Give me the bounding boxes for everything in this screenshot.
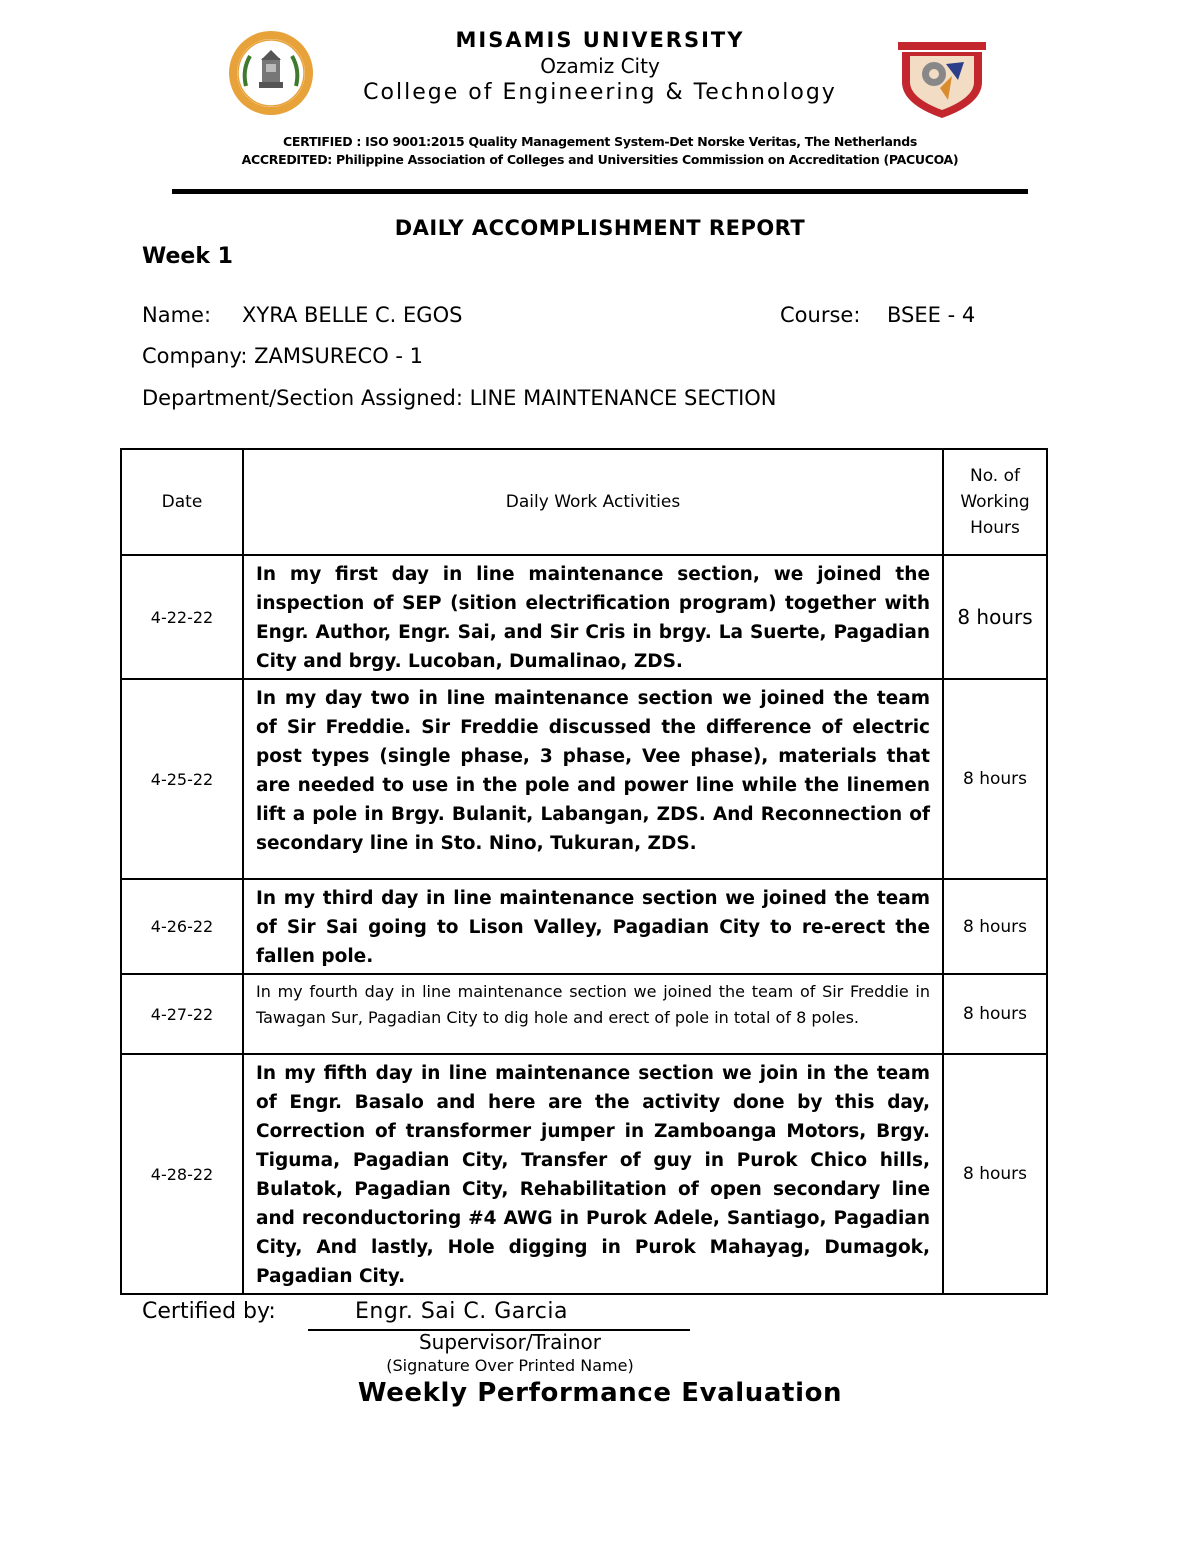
university-seal-logo <box>228 30 314 116</box>
week-label: Week 1 <box>142 244 233 269</box>
college-crest-logo <box>896 38 988 120</box>
row-activity: In my third day in line maintenance section we joined the team of Sir Sai going to Lison Valley, Pagadian City to re-erect the fallen pole. <box>243 879 943 974</box>
header-activities: Daily Work Activities <box>243 449 943 555</box>
department-line: Department/Section Assigned: LINE MAINTENANCE SECTION <box>142 386 777 410</box>
weekly-evaluation-heading: Weekly Performance Evaluation <box>357 1378 843 1408</box>
accomplishment-table <box>120 448 1048 1295</box>
table-row <box>121 679 1047 879</box>
row-date: 4-27-22 <box>121 974 243 1054</box>
course-label: Course: <box>780 303 861 327</box>
table-row <box>121 555 1047 679</box>
row-date: 4-26-22 <box>121 879 243 974</box>
report-title: DAILY ACCOMPLISHMENT REPORT <box>394 216 806 240</box>
name-label: Name: <box>142 303 212 327</box>
college-name: College of Engineering & Technology <box>363 80 837 105</box>
row-date: 4-28-22 <box>121 1054 243 1294</box>
table-row <box>121 1054 1047 1294</box>
table-header-row <box>121 449 1047 555</box>
signer-title: Supervisor/Trainor <box>418 1330 602 1354</box>
table-row <box>121 974 1047 1054</box>
header-hours-text: No. of Working Hours <box>960 466 1030 538</box>
signer-name: Engr. Sai C. Garcia <box>355 1299 568 1324</box>
row-hours: 8 hours <box>943 555 1047 679</box>
course-value: BSEE - 4 <box>887 303 976 327</box>
header-hours <box>943 449 1047 555</box>
row-hours: 8 hours <box>943 974 1047 1054</box>
header-divider <box>172 189 1028 194</box>
university-city: Ozamiz City <box>540 54 660 78</box>
row-hours: 8 hours <box>943 1054 1047 1294</box>
certified-by-label: Certified by: <box>142 1299 276 1324</box>
company-line: Company: ZAMSURECO - 1 <box>142 344 424 368</box>
university-name: MISAMIS UNIVERSITY <box>455 28 745 52</box>
row-hours: 8 hours <box>943 679 1047 879</box>
row-date: 4-22-22 <box>121 555 243 679</box>
table-row <box>121 879 1047 974</box>
signature-note: (Signature Over Printed Name) <box>386 1356 634 1375</box>
row-activity: In my fourth day in line maintenance section we joined the team of Sir Freddie in Tawagan Sur, Pagadian City to dig hole and erect of pole in total of 8 poles. <box>243 974 943 1054</box>
student-name: XYRA BELLE C. EGOS <box>242 303 463 327</box>
row-activity: In my first day in line maintenance section, we joined the inspection of SEP (sition electrification program) together with Engr. Author, Engr. Sai, and Sir Cris in brgy. La Suerte, Pagadian City and brgy. Lucoban, Dumalinao, ZDS. <box>243 555 943 679</box>
row-activity: In my day two in line maintenance section we joined the team of Sir Freddie. Sir Freddie discussed the difference of electric post types (single phase, 3 phase, Vee phase), materials that are needed to use in the pole and power line while the linemen lift a pole in Brgy. Bulanit, Labangan, ZDS. And Reconnection of secondary line in Sto. Nino, Tukuran, ZDS. <box>243 679 943 879</box>
accreditation: ACCREDITED: Philippine Association of Colleges and Universities Commission on Accreditation (PACUCOA) <box>241 152 959 167</box>
row-date: 4-25-22 <box>121 679 243 879</box>
row-activity: In my fifth day in line maintenance section we join in the team of Engr. Basalo and here are the activity done by this day, Correction of transformer jumper in Zamboanga Motors, Brgy. Tiguma, Pagadian City, Transfer of guy in Purok Chico hills, Bulatok, Pagadian City, Rehabilitation of open secondary line and reconductoring #4 AWG in Purok Adele, Santiago, Pagadian City, And lastly, Hole digging in Purok Mahayag, Dumagok, Pagadian City. <box>243 1054 943 1294</box>
row-hours: 8 hours <box>943 879 1047 974</box>
iso-certification: CERTIFIED : ISO 9001:2015 Quality Management System-Det Norske Veritas, The Netherlands <box>282 134 918 149</box>
header-date: Date <box>121 449 243 555</box>
